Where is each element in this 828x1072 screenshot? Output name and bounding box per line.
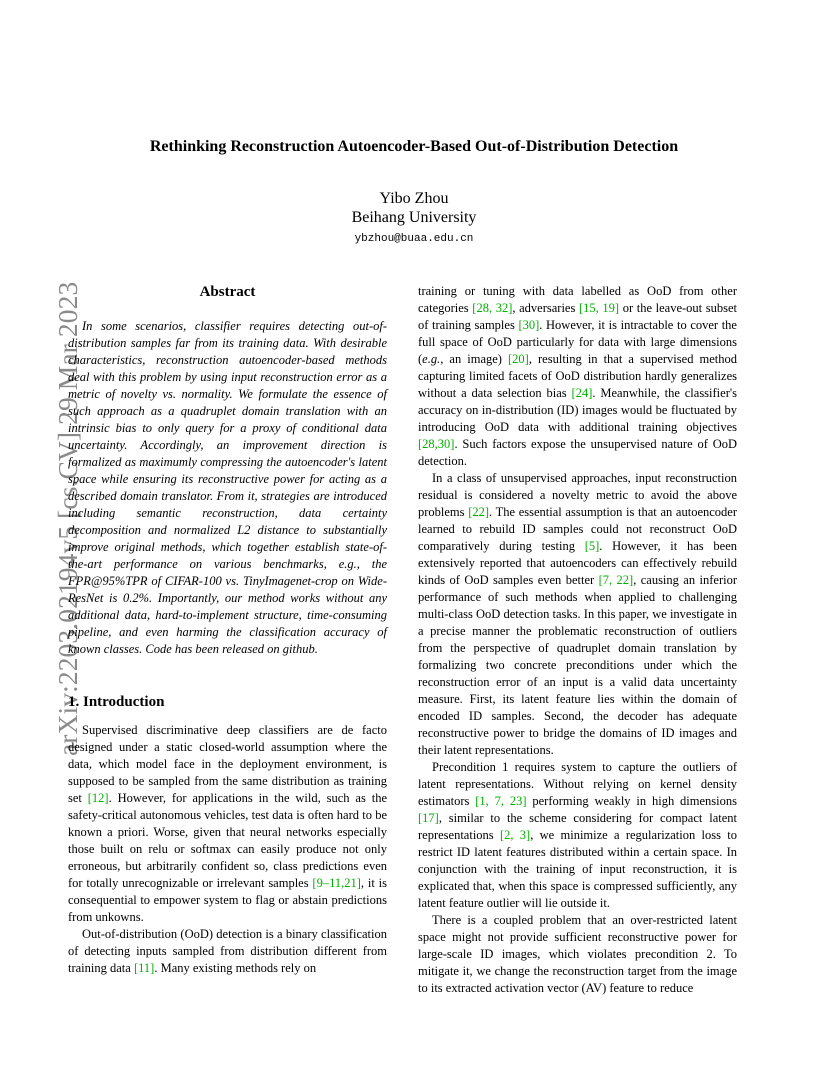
citation-link[interactable]: [7, 22] [598,573,634,587]
intro-paragraph-2-continued: training or tuning with data labelled as OoD from other categories [28, 32], adversaries [15, 19] or the leave-out subset of training samples [30]. However, it is intractable to cover the full space of OoD particularly for data with large dimensions (e.g., an image) [20], resulting in that a supervised method capturing limited facets of OoD distribution hardly generalizes without a data selection bias [24]. Meanwhile, the classifier's accuracy on in-distribution (ID) images would be fluctuated by introducing OoD data with additional training objectives [28,30]. Such factors expose the unsupervised nature of OoD detection. [418,284,737,468]
abstract-section [68,318,387,658]
citation-link[interactable]: [30] [518,318,540,332]
intro-paragraph-3 [418,470,737,759]
text-run: Precondition 1 requires system to capture the outliers of latent representations. Without relying on kernel density estimators [418,760,737,808]
abstract-heading: Abstract [199,284,256,300]
arxiv-side-stamp [18,281,83,756]
introduction-heading: 1. Introduction [68,694,165,710]
text-run: , resulting in that a supervised method capturing limited facets of OoD distribution hardly generalizes without a data selection bias [418,352,737,400]
text-run: Out-of-distribution (OoD) detection is a binary classification of detecting inputs sampled from distribution different from training data [68,927,387,975]
citation-link[interactable]: [24] [571,386,593,400]
text-run: , an image) [440,352,509,366]
text-run: . However, for applications in the wild, such as the safety-critical autonomous vehicles, test data is often hard to be known a priori. Worse, given that neural networks especially those built on relu or softmax can easily produce not only erroneous, but arbitrarily confident so, class predictions even for totally unrecognizable or irrelevant samples [68,791,387,890]
author-affiliation: Beihang University [351,209,477,226]
text-run: , causing an inferior performance of such methods when applied to challenging multi-class OoD detection tasks. In this paper, we investigate in a precise manner the problematic reconstruction of outliers from the perspective of quadruplet domain translation by formalizing two concrete preconditions under which the reconstruction error of an input is a valid data uncertainty measure. First, its latent feature lies within the domain of encoded ID samples. Second, the decoder has adequate reconstructive power to bridge the domains of ID images and their latent representations. [418,573,737,757]
paper-title: Rethinking Reconstruction Autoencoder-Based Out-of-Distribution Detection [149,138,679,155]
citation-link[interactable]: [12] [87,791,109,805]
text-run: performing weakly in high dimensions [526,794,737,808]
intro-paragraph-4 [418,759,737,912]
author-email: ybzhou@buaa.edu.cn [354,233,474,245]
text-run: , similar to the scheme considering for compact latent representations [418,811,737,842]
citation-link[interactable]: [11] [133,961,155,975]
text-run: . However, it has been extensively reported that autoencoders can effectively rebuild kinds of OoD samples even better [418,539,737,587]
text-run: In a class of unsupervised approaches, input reconstruction residual is considered a novelty metric to avoid the above problems [418,471,737,519]
text-run-italic: e.g. [422,352,441,366]
author-name: Yibo Zhou [379,190,449,207]
text-run: , we minimize a regularization loss to restrict ID latent features distributed within a certain space. In conjunction with the training of input reconstruction, it is explicated that, when this space is compressed sufficiently, any latent feature outlier will lie outside it. [418,828,738,910]
text-run: . Meanwhile, the classifier's accuracy on in-distribution (ID) images would be fluctuated by introducing OoD data with additional training objectives [418,386,737,434]
citation-link[interactable]: [9–11,21] [312,876,361,890]
abstract-text: In some scenarios, classifier requires detecting out-of-distribution samples far from its training data. With desirable characteristics, reconstruction autoencoder-based methods deal with this problem by using input reconstruction error as a metric of novelty vs. normality. We formulate the essence of such approach as a quadruplet domain translation with an intrinsic bias to only query for a proxy of conditional data uncertainty. Accordingly, an improvement direction is formalized as maximumly compressing the autoencoder's latent space while ensuring its reconstructive power for acting as a described domain translator. From it, strategies are introduced including semantic reconstruction, data certainty decomposition and normalized L2 distance to substantially improve original methods, which together establish state-of-the-art performance on various benchmarks, e.g., the FPR@95%TPR of CIFAR-100 vs. TinyImagenet-crop on Wide-ResNet is 0.2%. Importantly, our method works without any additional data, hard-to-implement structure, time-consuming pipeline, and even harming the classification accuracy of known classes. Code has been released on github. [68,319,387,656]
citation-link[interactable]: [20] [508,352,529,366]
citation-link[interactable]: [22] [468,505,490,519]
citation-link[interactable]: [5] [584,539,600,553]
text-run: . Many existing methods rely on [154,961,317,975]
text-run: or the leave-out subset of training samples [418,301,737,332]
text-run: , adversaries [512,301,579,315]
citation-link[interactable]: [17] [418,811,439,825]
introduction-left-column [68,722,387,977]
intro-paragraph-1 [68,722,387,926]
intro-paragraph-5 [418,912,737,997]
citation-link[interactable]: [15, 19] [578,301,620,315]
citation-link[interactable]: [2, 3] [499,828,531,842]
text-run: . However, it is intractable to cover the full space of OoD particularly for data with large dimensions ( [418,318,737,366]
introduction-right-column [418,283,737,997]
citation-link[interactable]: [1, 7, 23] [475,794,527,808]
text-run: Supervised discriminative deep classifiers are de facto designed under a static closed-world assumption where the data, which model face in the deployment environment, is supposed to be sampled from the same distribution as training set [68,723,387,805]
citation-link[interactable]: [28,30] [418,437,455,451]
arxiv-identifier: arXiv:2203.02194v5 [cs.CV] 29 Mar 2023 [52,281,83,756]
intro-paragraph-2 [68,926,387,977]
text-run: . The essential assumption is that an autoencoder learned to rebuild ID samples could not reconstruct OoD comparatively during testing [418,505,737,553]
text-run: There is a coupled problem that an over-restricted latent space might not provide sufficient reconstructive power for large-scale ID images, which violates precondition 2. To mitigate it, we change the reconstruction target from the image to its extracted activation vector (AV) feature to reduce [418,913,737,995]
text-run: . Such factors expose the unsupervised nature of OoD detection. [418,437,737,468]
text-run: , it is consequential to empower system to flag or abstain predictions from unkowns. [68,876,387,924]
citation-link[interactable]: [28, 32] [472,301,513,315]
